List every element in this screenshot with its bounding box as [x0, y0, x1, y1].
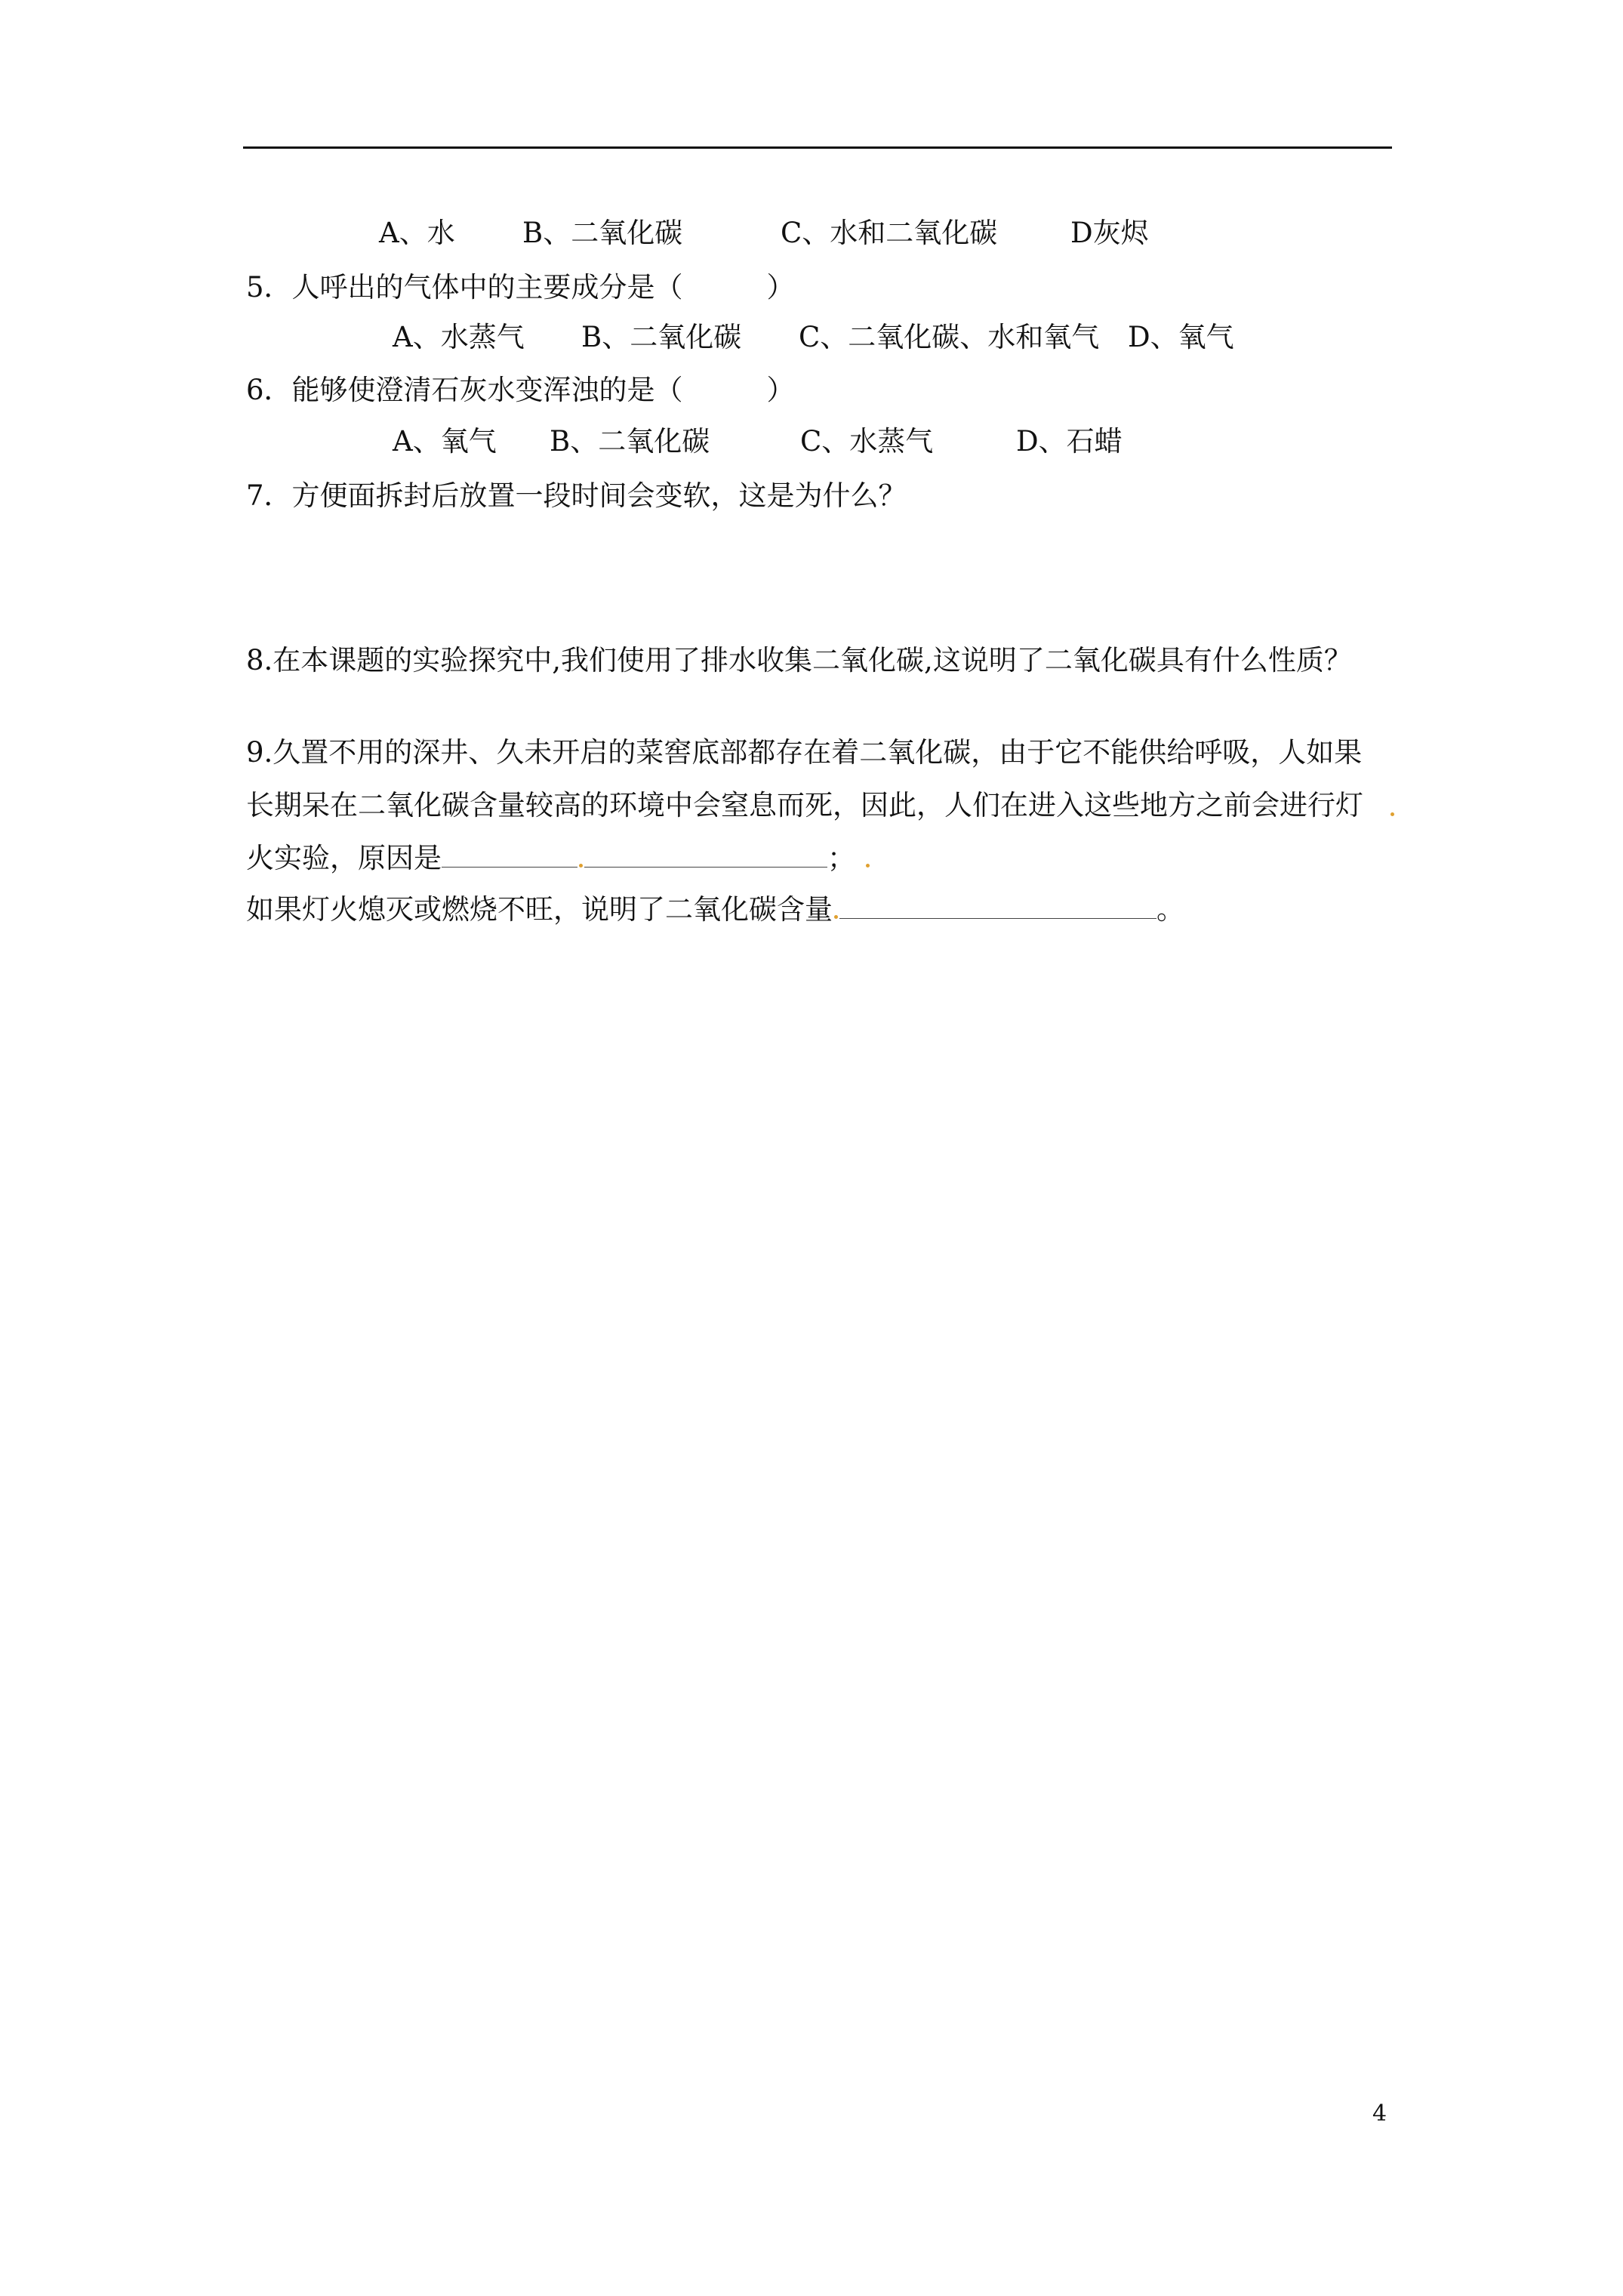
edit-mark [579, 864, 583, 868]
q4-option-b: B、二氧化碳 [522, 217, 683, 249]
q6-option-b: B、二氧化碳 [550, 425, 710, 458]
q6-option-a: A、氧气 [393, 425, 497, 458]
q6-option-c: C、水蒸气 [800, 425, 934, 458]
edit-mark [866, 864, 870, 868]
q5-option-b: B、二氧化碳 [581, 321, 742, 353]
edit-mark [1390, 812, 1394, 816]
q5-option-a: A、水蒸气 [393, 321, 525, 353]
q5-stem: 5．人呼出的气体中的主要成分是（ ） [246, 271, 795, 304]
page-number: 4 [1372, 2100, 1387, 2127]
answer-blank-content[interactable] [839, 892, 1156, 919]
header-rule [243, 146, 1392, 149]
q9-text-2: 长期呆在二氧化碳含量较高的环境中会窒息而死，因此，人们在进入这些地方之前会进行灯 [246, 789, 1363, 821]
q4-option-d: D灰烬 [1070, 217, 1149, 249]
q9-reason-suffix: ； [827, 842, 855, 874]
edit-mark [834, 915, 838, 919]
q9-text-1: 9.久置不用的深井、久未开启的菜窖底部都存在着二氧化碳，由于它不能供给呼吸，人如果 [246, 736, 1363, 769]
q9-content-prefix: 如果灯火熄灭或燃烧不旺，说明了二氧化碳含量 [246, 893, 833, 926]
q6-stem: 6．能够使澄清石灰水变浑浊的是（ ） [246, 374, 795, 406]
q9-content-suffix: 。 [1156, 893, 1184, 926]
answer-blank-reason-1[interactable] [442, 841, 577, 868]
q8-stem: 8.在本课题的实验探究中,我们使用了排水收集二氧化碳,这说明了二氧化碳具有什么性质？ [246, 644, 1352, 676]
q5-option-c: C、二氧化碳、水和氧气 [799, 321, 1100, 353]
q9-text-3 [246, 840, 871, 877]
q4-option-c: C、水和二氧化碳 [781, 217, 998, 249]
q9-text-4 [246, 891, 1184, 929]
q4-option-a: A、水 [379, 217, 455, 249]
q5-option-d: D、氧气 [1128, 321, 1234, 353]
q6-option-d: D、石蜡 [1016, 425, 1123, 458]
answer-blank-reason-2[interactable] [584, 841, 827, 868]
q7-stem: 7．方便面拆封后放置一段时间会变软，这是为什么？ [246, 479, 907, 512]
q9-reason-prefix: 火实验，原因是 [246, 842, 442, 874]
